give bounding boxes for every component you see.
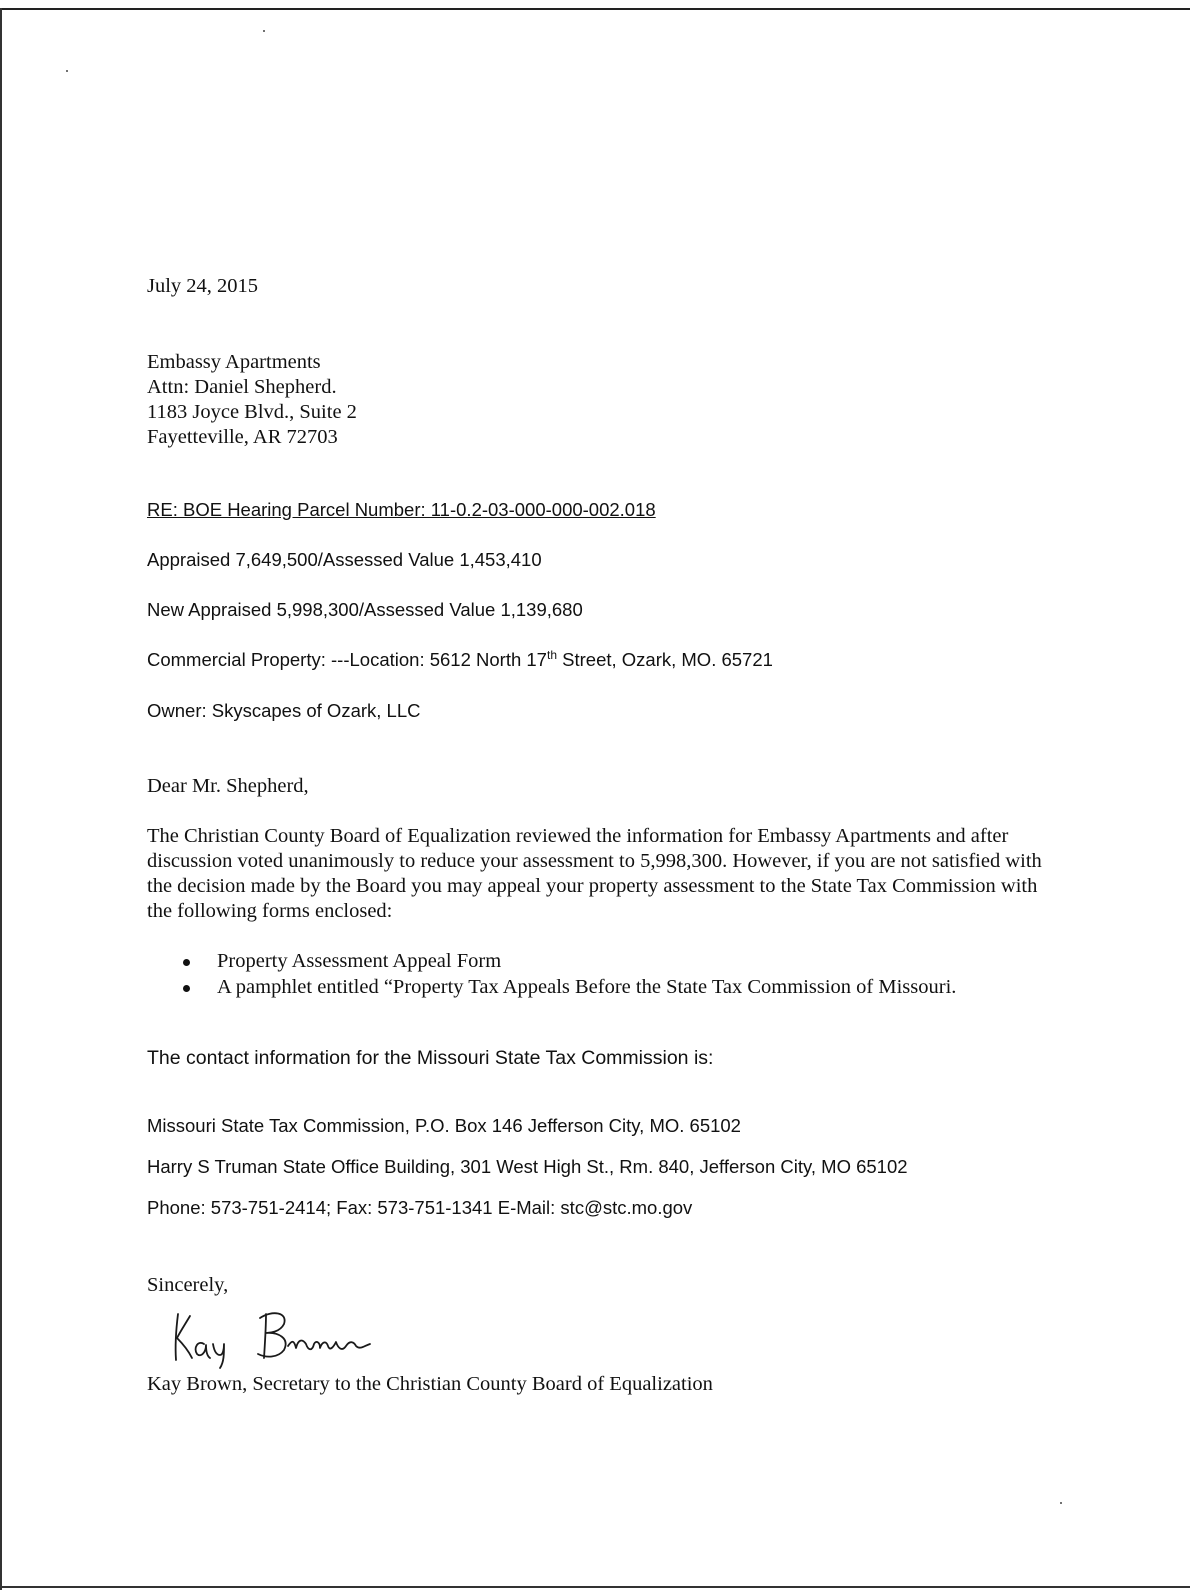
contact-heading: The contact information for the Missouri State Tax Commission is: — [147, 1047, 714, 1069]
contact-address: Missouri State Tax Commission, P.O. Box 146 Jefferson City, MO. 65102 — [147, 1115, 741, 1136]
body-paragraph: The Christian County Board of Equalization reviewed the information for Embassy Apartments and after discussion voted unanimously to reduce your assessment to 5,998,300. However, if you are not satisfied with the decision made by the Board you may appeal your property assessment to the State Tax Commission with the following forms enclosed: — [147, 825, 1042, 922]
recipient-name: Embassy Apartments — [147, 351, 321, 373]
scan-bottom-rule — [0, 1586, 1190, 1588]
recipient-attn: Attn: Daniel Shepherd. — [147, 376, 337, 398]
recipient-city: Fayetteville, AR 72703 — [147, 426, 338, 448]
scan-left-rule — [0, 8, 2, 1590]
letter-date: July 24, 2015 — [147, 275, 259, 297]
handwritten-signature — [166, 1300, 381, 1372]
list-item — [170, 975, 956, 1001]
contact-building: Harry S Truman State Office Building, 301 West High St., Rm. 840, Jefferson City, MO 65102 — [147, 1156, 908, 1177]
bullet-icon — [183, 985, 190, 992]
appraised-line: Appraised 7,649,500/Assessed Value 1,453,410 — [147, 549, 542, 570]
re-line: RE: BOE Hearing Parcel Number: 11-0.2-03-000-000-002.018 — [147, 499, 656, 520]
owner-line: Owner: Skyscapes of Ozark, LLC — [147, 700, 421, 721]
scan-top-rule — [0, 8, 1190, 10]
contact-phone: Phone: 573-751-2414; Fax: 573-751-1341 E-Mail: stc@stc.mo.gov — [147, 1197, 693, 1218]
scan-speck — [263, 30, 265, 32]
enclosure-text: Property Assessment Appeal Form — [217, 950, 502, 972]
bullet-icon — [183, 959, 190, 966]
property-suffix: Street, Ozark, MO. 65721 — [557, 649, 773, 670]
signer-line: Kay Brown, Secretary to the Christian County Board of Equalization — [147, 1373, 713, 1395]
recipient-street: 1183 Joyce Blvd., Suite 2 — [147, 401, 357, 423]
enclosure-text: A pamphlet entitled “Property Tax Appeals Before the State Tax Commission of Missouri. — [217, 976, 957, 998]
property-prefix: Commercial Property: ---Location: 5612 North 17 — [147, 649, 547, 670]
scan-speck — [1060, 1502, 1062, 1504]
recipient-address — [147, 350, 357, 450]
new-appraised-line: New Appraised 5,998,300/Assessed Value 1,139,680 — [147, 599, 583, 620]
closing: Sincerely, — [147, 1274, 229, 1296]
salutation: Dear Mr. Shepherd, — [147, 775, 309, 797]
property-line — [147, 648, 773, 672]
enclosure-list — [170, 949, 956, 1001]
scan-speck — [66, 70, 68, 72]
property-superscript: th — [546, 647, 557, 662]
list-item — [170, 949, 956, 975]
